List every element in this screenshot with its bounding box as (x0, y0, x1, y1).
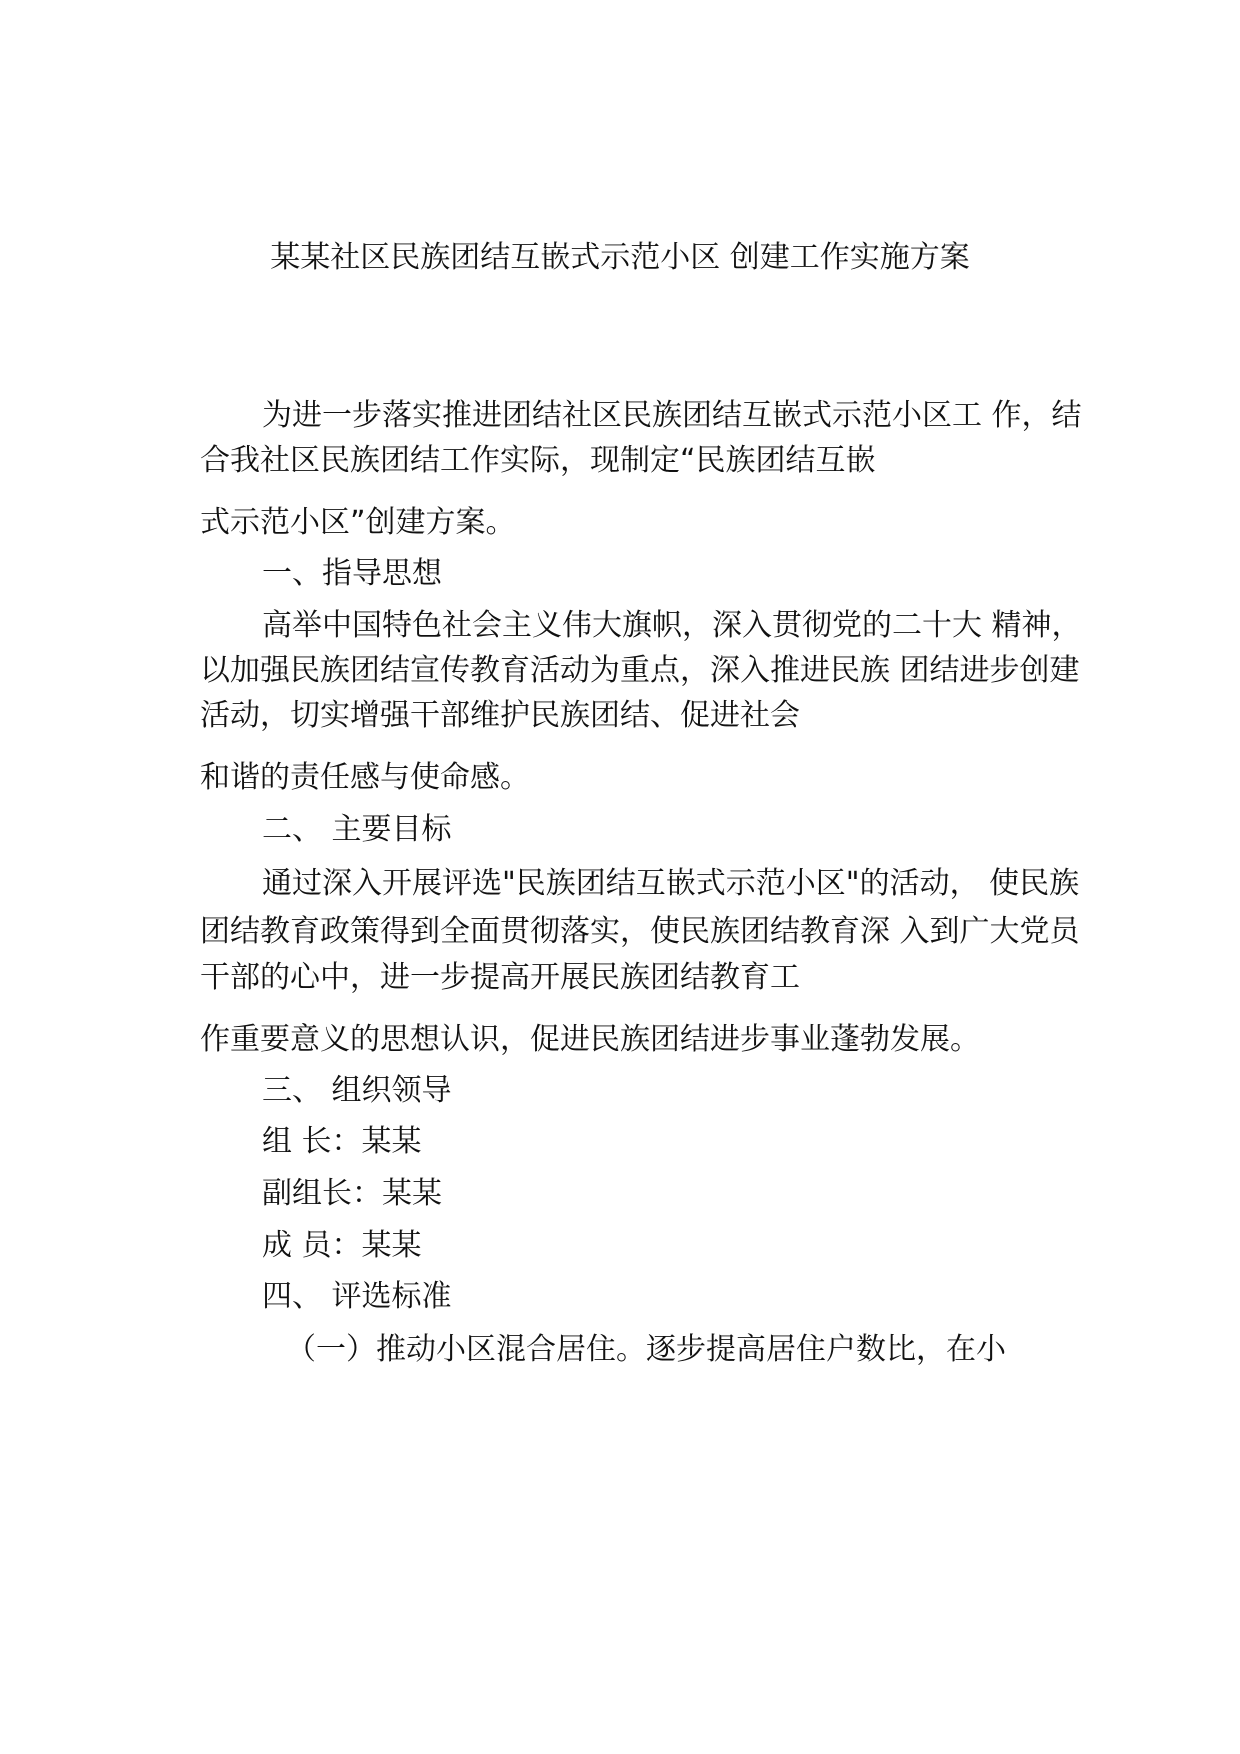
paragraph-line: 和谐的责任感与使命感。 (200, 760, 530, 795)
section-heading: 三、 组织领导 (262, 1073, 452, 1108)
paragraph-line: （一）推动小区混合居住。逐步提高居住户数比，在小 (286, 1332, 1006, 1367)
paragraph-line: 以加强民族团结宣传教育活动为重点，深入推进民族 团结进步创建 (200, 653, 1080, 688)
member-line: 成 员：某某 (262, 1228, 422, 1263)
paragraph-line: 式示范小区”创建方案。 (200, 505, 516, 540)
document-title: 某某社区民族团结互嵌式示范小区 创建工作实施方案 (270, 240, 970, 275)
section-heading: 二、 主要目标 (262, 812, 452, 847)
paragraph-line: 活动，切实增强干部维护民族团结、促进社会 (200, 698, 800, 733)
paragraph-line: 作重要意义的思想认识，促进民族团结进步事业蓬勃发展。 (200, 1022, 980, 1057)
section-heading: 四、 评选标准 (262, 1279, 452, 1314)
deputy-leader-line: 副组长：某某 (262, 1176, 442, 1211)
leader-line: 组 长：某某 (262, 1124, 422, 1159)
paragraph-line: 高举中国特色社会主义伟大旗帜，深入贯彻党的二十大 精神， (262, 608, 1082, 643)
paragraph-line: 为进一步落实推进团结社区民族团结互嵌式示范小区工 作，结 (262, 398, 1082, 433)
paragraph-line: 团结教育政策得到全面贯彻落实，使民族团结教育深 入到广大党员 (200, 914, 1080, 949)
section-heading: 一、指导思想 (262, 556, 442, 591)
paragraph-line: 通过深入开展评选"民族团结互嵌式示范小区"的活动， 使民族 (262, 866, 1080, 901)
paragraph-line: 干部的心中，进一步提高开展民族团结教育工 (200, 960, 800, 995)
paragraph-line: 合我社区民族团结工作实际，现制定“民族团结互嵌 (200, 443, 876, 478)
